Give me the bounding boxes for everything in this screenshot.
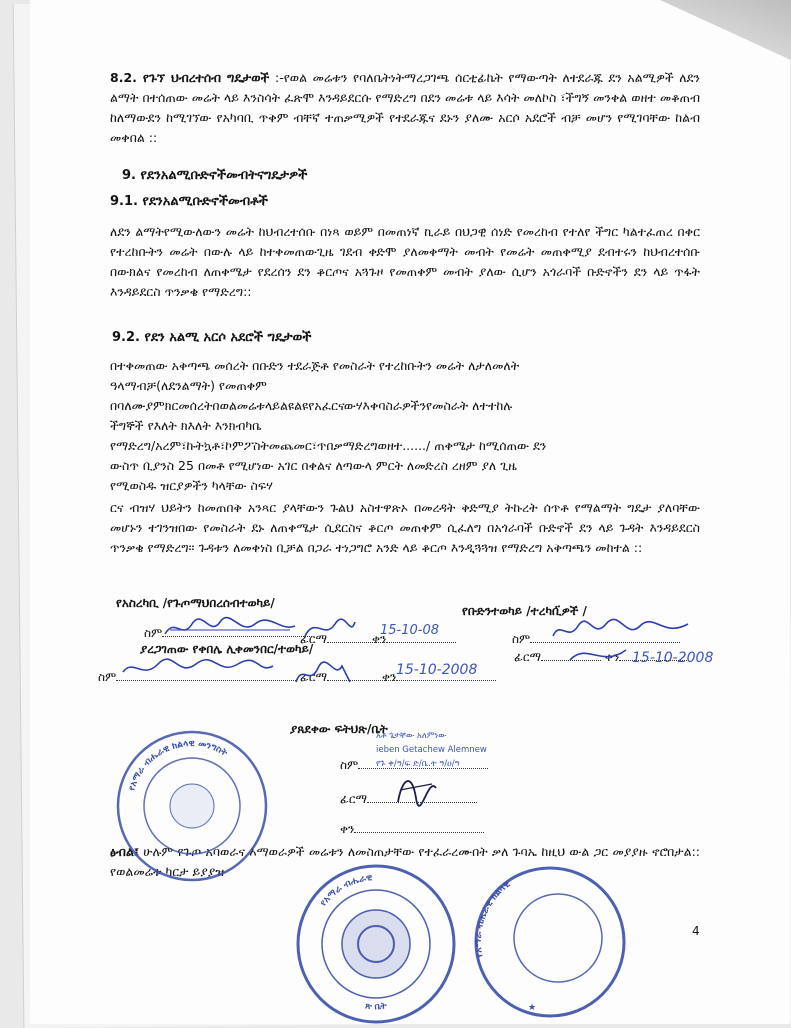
court-signature-mark xyxy=(392,768,442,808)
stamp2-text: የአማራ ብሔራዊ xyxy=(318,873,373,909)
date-label: ቀን xyxy=(604,650,620,664)
court-date-field xyxy=(340,820,484,837)
sign-label: ፊርማ xyxy=(514,650,542,664)
left-party-title: የአስረካቢ /የጉጦማህበረሰብተወካይ/ xyxy=(116,596,275,610)
left-signature-mark xyxy=(300,616,360,642)
court-title: ያጸደቀው ፍትህጽ/ቤት xyxy=(290,722,388,736)
section-9-2-body-lines xyxy=(110,356,700,496)
section-9-1-body: ለደን ልማትየሚውለውን መሬት ከህብረተሰቡ በነጻ ወይም በመጠነኛ ኪራይ በህጋዊ ሰነድ የመረከብ የተለየ ችግር ካልተፈጠረ በቀር የተረከቡትን መሬት በውሉ ላይ ከተቀመጠውጊዜ ገደብ ቀድሞ ያለመቀማት መብት የመሬት መጠቀሚያ ደብተሩን ከህብረተሰቡ በውክልና የመረከብ ለጠቀሜታ የደረሰን ደን ቆርጦና አጓጉዞ የመጠቀም መብት ያለው ሲሆን አጎራባች ቡድኖችን ደን ላይ ጥፋት እንዳይደርስ ጥንቃቄ የማድረግ:: xyxy=(110,224,700,299)
stamp1-text: የአማራ ብሔራዊ ክልላዊ መንግስት xyxy=(127,738,229,792)
section-9-2-body-2: ርና ብዝሃ ህይትን ከመጠበቅ አንጻር ያላቸውን ጉልህ አስተዋጽኦ በመረዳት ቅድሚያ ትኩረት ሰጥቶ የማልማት ግዴታ ያለባቸው መሆኑን ተገንዝበው የመስራት ደኑ ለጠቀሜታ ሲደርስና ቆርጦ መጠቀም ሲፈለግ በአጎራባች ቡድኖች ደን ላይ ጉዳት እንዳይደርስ ጥንቃቄ የማድረግ፡፡ ጉዳቱን ለመቀነስ ቢቻል በጋራ ተነጋግሮ አንድ ላይ ቆርጦ እንዲጓጓዝ የማድረግ አቅጣጫን መከተል :: xyxy=(110,500,700,555)
name-label: ስም xyxy=(144,626,163,640)
court-stamp-line1: አቶ ጌታቸው አለምነው xyxy=(376,731,447,741)
right-party-title: የቡድንተወካይ /ተረካቢ፟ዎች / xyxy=(462,604,587,618)
kebele-date-handwriting xyxy=(392,654,502,682)
kebele-date-text: 15-10-2008 xyxy=(396,662,478,678)
text-line: የሚወስዱ ዝርያዎችን ካላቸው ስፍሃ xyxy=(110,478,273,493)
section-8-2-title: 8.2. የጉኘ ህብረተሰብ ግዴታወች xyxy=(110,70,270,85)
sign-label: ፊርማ xyxy=(340,792,368,806)
page-number: 4 xyxy=(692,924,700,938)
date-label: ቀን xyxy=(340,822,355,836)
official-stamp-left xyxy=(112,726,272,886)
kebele-name-signature xyxy=(118,654,278,684)
svg-text:የአማራ ብሔራዊ ክልላዊ xyxy=(474,879,513,959)
date-label: ቀን xyxy=(382,670,397,684)
court-stamp-line3: የጉ ቀ/ዓ/ፍ ድ/ቤ.ት ዓ/ዐ/ዓ xyxy=(376,759,460,769)
official-stamp-center xyxy=(294,862,458,1026)
section-8-2 xyxy=(110,68,700,148)
name-label: ስም xyxy=(512,632,531,646)
kebele-title: ያረጋገጠው የቀበሌ ሊቀመንበር/ተወካይ/ xyxy=(140,642,314,656)
kebele-signature-mark xyxy=(290,660,360,688)
official-stamp-right xyxy=(470,862,630,1022)
section-9-1-title: 9.1. የደንአልሚቡድኖችመብቶች xyxy=(110,194,268,209)
svg-text:ጽ ቤት xyxy=(364,1001,388,1012)
text-line: በባለሙያምክርመሰረትበወልመሬቱላይልዩልዩየአፈርናውሃእቀባስራዎችንየመስራት ለተተከሉ xyxy=(110,398,513,413)
closing-text: ሁሉም የጉጦ አባወራና እማወራዎች መሬቱን ለመስጠታቸው የተፈራረሙበት ቃለ ጉባኤ ከዚህ ውል ጋር መያያዙ ኖሮበታል:: የወልመሬቱ ካርታ ይያያዝ xyxy=(110,844,700,879)
left-date-text: 15-10-08 xyxy=(380,623,440,638)
closing-label: ፅብል፤ xyxy=(110,844,139,859)
sign-label: ፊርማ xyxy=(300,632,328,646)
sign-label: ፊርማ xyxy=(300,670,328,684)
section-8-2-body: :-የወል መሬቱን የባለቤትነትማረጋገጫ ሰርቲፊኬት የማውጣት ለተደራጁ ደን አልሚዎች ለደን ልማት በተሰጠው መሬት ላይ እንስሳት ፈጽሞ እንዳይደርሱ የማድረግ በደን መሬቱ ላይ እሳት መለኮስ ፣ችግኝ መንቀል ወዘተ መቆጠብ ከለማውደን ከሚገኘው የአካባቢ ጥቅም ብቸኛ ተጠቃሚዎች የተደራጁና ደኑን ያለሙ አርሶ አደሮች ብቻ መሆን የሚገባቸው ከልብ መቀበል :: xyxy=(110,70,700,145)
svg-text:የአማራ ብሔራዊ ክልላዊ መንግስት xyxy=(127,738,230,792)
right-signature-and-date xyxy=(566,640,746,672)
date-label: ቀን xyxy=(372,632,387,646)
name-label: ስም xyxy=(98,670,117,684)
text-line: ችግኞች የእለት ክእለት እንክብካቤ xyxy=(110,418,262,433)
section-9-2-title: 9.2. የደን አልሚ አርሶ አደሮች ግዴታወች xyxy=(112,330,312,345)
star-glyph: ★ xyxy=(528,1003,537,1013)
stamp3-text: የአማራ ብሔራዊ ክልላዊ xyxy=(473,879,513,959)
svg-text:የአማራ ብሔራዊ xyxy=(319,872,373,908)
court-stamp-line2: ieben Getachew Alemnew xyxy=(376,745,487,755)
stamp2-bottom: ጽ ቤት xyxy=(364,1001,388,1013)
left-name-signature xyxy=(160,612,300,644)
right-date-text: 15-10-2008 xyxy=(632,650,714,666)
text-line: የማድረግ/አረም፣ኩትኳቶ፣ኮምፖስትመጨመር፣ጥበቃማድረግወዘተ....../ ጠቀሜታ ከሚሰጠው ደን xyxy=(110,438,547,453)
text-line: ዓላማብቻ(ለደንልማት) የመጠቀም xyxy=(110,378,267,393)
left-date-handwriting xyxy=(376,616,466,640)
text-line: ውስጥ ቢያንስ 25 በመቶ የሚሆነው አገር በቀልና ለጣውላ ምርት ለመድረስ ረዘም ያለ ጊዜ xyxy=(110,458,517,473)
text-line: በተቀመጠው አቅጣጫ መሰረት በቡድን ተደራጅቶ የመስራት የተረከቡትን መሬት ለታለመለት xyxy=(110,358,520,373)
name-label: ስም xyxy=(340,758,359,772)
section-9-title: 9. የደንአልሚቡድኖችመብትናግዴታዎች xyxy=(122,168,308,183)
